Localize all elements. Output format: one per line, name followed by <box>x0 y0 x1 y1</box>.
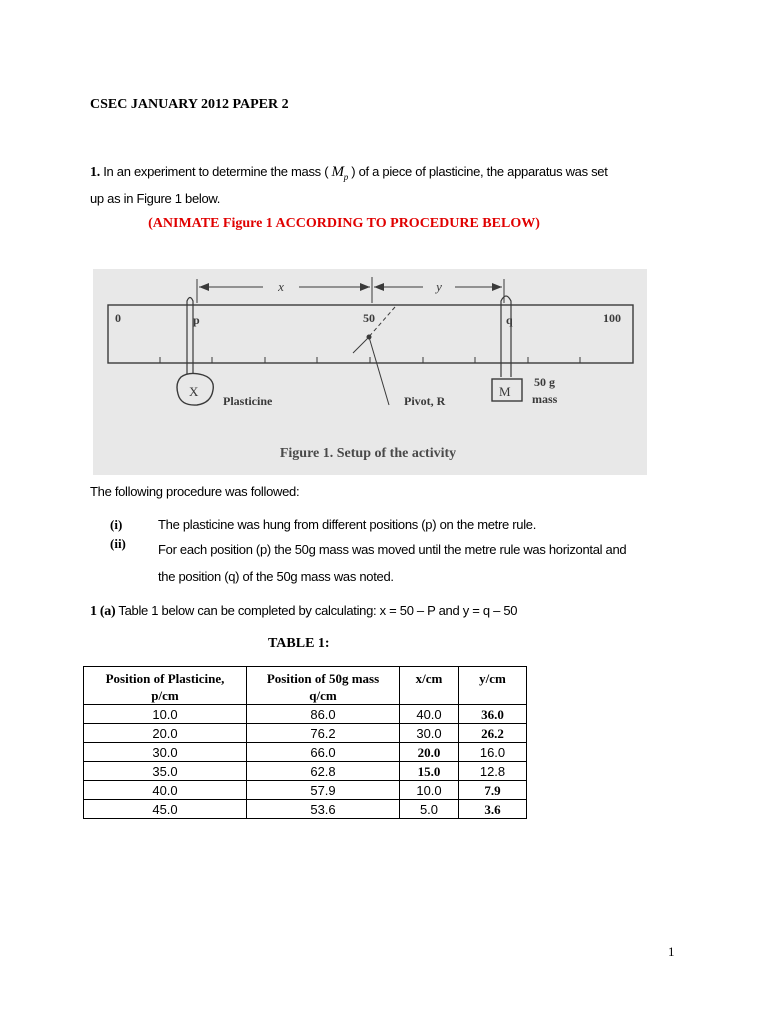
table-header-row <box>84 667 527 705</box>
cell-p: 40.0 <box>84 781 247 800</box>
ruler-label-100: 100 <box>603 311 621 325</box>
figure-1-diagram <box>93 269 647 475</box>
page-number: 1 <box>668 944 675 959</box>
header-line1: y/cm <box>479 671 506 686</box>
dimension-lines <box>197 277 504 303</box>
header-line1: x/cm <box>415 671 443 686</box>
ruler-ticks <box>160 357 580 363</box>
animate-instruction-text: (ANIMATE Figure 1 ACCORDING TO PROCEDURE BELOW) <box>148 216 540 231</box>
ruler-label-q: q <box>506 313 513 327</box>
question-text-start: In an experiment to determine the mass ( <box>103 164 329 179</box>
figure-1 <box>93 269 647 475</box>
cell-x: 20.0 <box>400 743 459 762</box>
step-1-text: The plasticine was hung from different positions (p) on the metre rule. <box>158 517 537 532</box>
pivot-leader <box>369 337 389 405</box>
table-row <box>84 781 527 800</box>
cell-y: 3.6 <box>459 800 527 819</box>
pivot-label: Pivot, R <box>404 394 446 408</box>
cell-q: 62.8 <box>247 762 400 781</box>
figure-caption: Figure 1. Setup of the activity <box>279 446 457 461</box>
step-2-line1: For each position (p) the 50g mass was moved until the metre rule was horizontal and <box>158 542 627 557</box>
cell-x: 30.0 <box>400 724 459 743</box>
cell-y: 16.0 <box>459 743 527 762</box>
step-2-text <box>158 536 698 590</box>
table-caption: TABLE 1: <box>268 636 330 651</box>
table-row <box>84 762 527 781</box>
x-dimension-label: x <box>278 279 284 294</box>
table-row <box>84 800 527 819</box>
plasticine-x-mark: X <box>189 384 199 399</box>
mass-symbol-sub: p <box>343 172 348 182</box>
cell-y: 12.8 <box>459 762 527 781</box>
cell-p: 30.0 <box>84 743 247 762</box>
mass-symbol <box>332 164 348 180</box>
cell-q: 76.2 <box>247 724 400 743</box>
cell-q: 86.0 <box>247 705 400 724</box>
document-title: CSEC JANUARY 2012 PAPER 2 <box>90 97 289 112</box>
cell-p: 10.0 <box>84 705 247 724</box>
question-1a-label: 1 (a) <box>90 604 116 619</box>
table-row <box>84 724 527 743</box>
mass-label-line1: 50 g <box>534 375 555 389</box>
header-line2: p/cm <box>151 688 179 703</box>
cell-x: 5.0 <box>400 800 459 819</box>
ruler-label-p: p <box>193 313 200 327</box>
cell-y: 7.9 <box>459 781 527 800</box>
header-y <box>459 667 527 705</box>
mass-label-line2: mass <box>532 392 558 406</box>
cell-q: 66.0 <box>247 743 400 762</box>
results-table <box>83 666 527 819</box>
cell-x: 10.0 <box>400 781 459 800</box>
header-plasticine-position <box>84 667 247 705</box>
cell-q: 57.9 <box>247 781 400 800</box>
cell-x: 40.0 <box>400 705 459 724</box>
question-1a <box>90 603 517 620</box>
question-1 <box>90 161 690 210</box>
header-x <box>400 667 459 705</box>
header-line1: Position of 50g mass <box>266 671 380 686</box>
cell-y: 26.2 <box>459 724 527 743</box>
pivot-line <box>353 339 367 353</box>
cell-p: 35.0 <box>84 762 247 781</box>
header-line2: q/cm <box>309 688 337 703</box>
cell-p: 20.0 <box>84 724 247 743</box>
mass-m-mark: M <box>499 384 511 399</box>
step-1-number: (i) <box>110 517 123 532</box>
cell-y: 36.0 <box>459 705 527 724</box>
question-number: 1. <box>90 165 100 180</box>
header-mass-position <box>247 667 400 705</box>
procedure-intro: The following procedure was followed: <box>90 484 300 499</box>
question-text-end: ) of a piece of plasticine, the apparatus was set <box>351 164 608 179</box>
plasticine-loop <box>187 298 193 380</box>
header-line1: Position of Plasticine, <box>105 671 225 686</box>
table-row <box>84 743 527 762</box>
cell-p: 45.0 <box>84 800 247 819</box>
step-2-line2: the position (q) of the 50g mass was noted. <box>158 569 394 584</box>
table-row <box>84 705 527 724</box>
cell-q: 53.6 <box>247 800 400 819</box>
animate-instruction <box>0 216 768 232</box>
y-dimension-label: y <box>436 279 442 294</box>
question-text-line2: up as in Figure 1 below. <box>90 191 221 206</box>
ruler-label-50: 50 <box>363 311 375 325</box>
mass-loop <box>501 296 511 377</box>
ruler-label-0: 0 <box>115 311 121 325</box>
question-1a-text: Table 1 below can be completed by calculating: x = 50 – P and y = q – 50 <box>118 603 518 618</box>
plasticine-label: Plasticine <box>223 394 273 408</box>
cell-x: 15.0 <box>400 762 459 781</box>
step-2-number: (ii) <box>110 536 126 551</box>
mass-symbol-main: M <box>331 164 344 180</box>
